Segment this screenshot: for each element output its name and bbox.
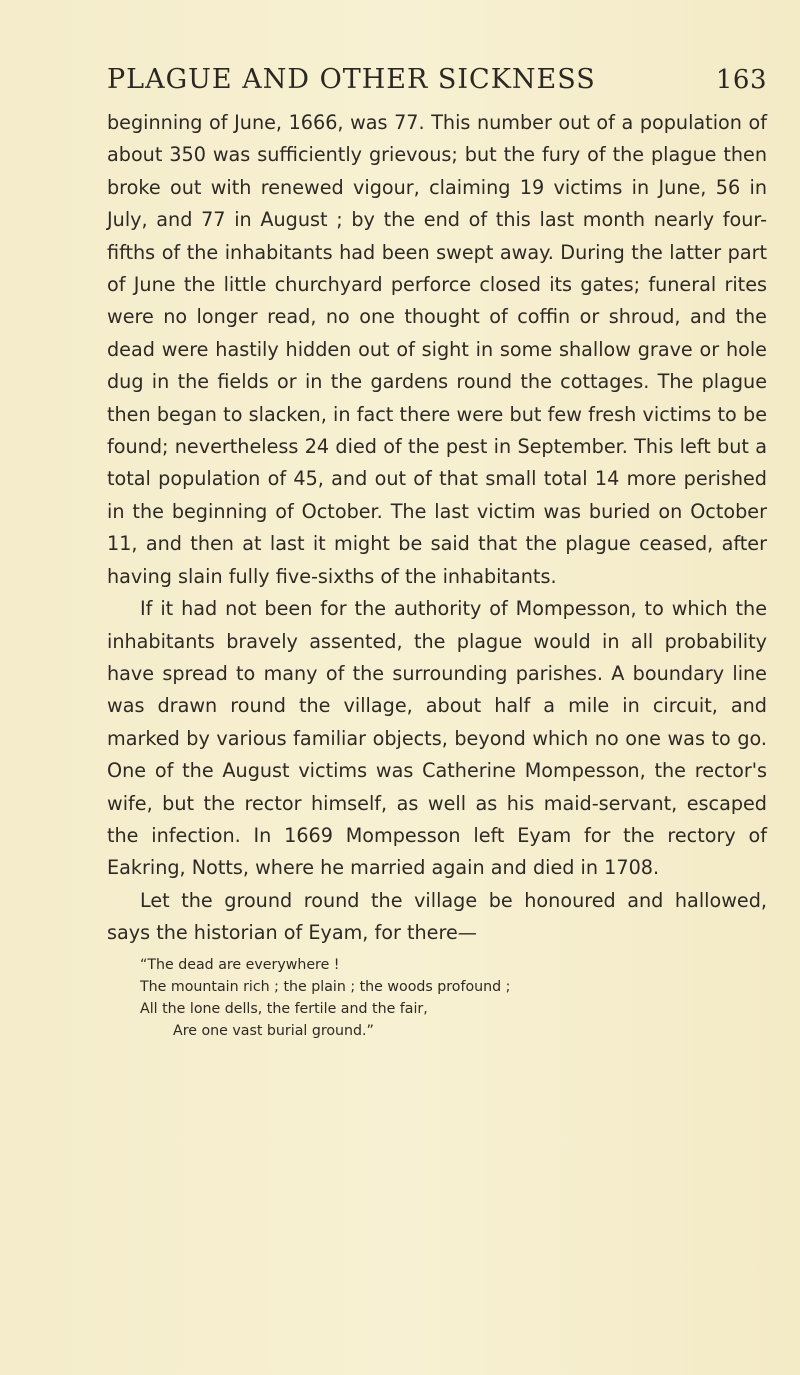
- book-page: [107, 55, 767, 1042]
- verse-line-3: All the lone dells, the fertile and the fair,: [140, 1000, 428, 1017]
- running-head: [107, 55, 767, 105]
- verse-quotation: [107, 954, 767, 1042]
- verse-line-4: Are one vast burial ground.”: [173, 1022, 374, 1039]
- verse-line-2: The mountain rich ; the plain ; the woods profound ;: [140, 978, 511, 995]
- page-number: 163: [715, 65, 767, 95]
- paragraph-3: Let the ground round the village be honoured and hallowed, says the historian of Eyam, for there—: [107, 888, 767, 945]
- paragraph-2: If it had not been for the authority of Mompesson, to which the inhabitants bravely assented, the plague would in all probability have spread to many of the surrounding parishes. A boundary line was drawn round the village, about half a mile in circuit, and marked by various familiar objects, beyond which no one was to go. One of the August victims was Catherine Mompesson, the rector's wife, but the rector himself, as well as his maid-servant, escaped the infection. In 1669 Mompesson left Eyam for the rectory of Eakring, Notts, where he married again and died in 1708.: [107, 597, 767, 880]
- body-text: [107, 107, 767, 950]
- verse-line-1: “The dead are everywhere !: [140, 956, 340, 973]
- chapter-title: PLAGUE AND OTHER SICKNESS: [107, 64, 596, 95]
- paragraph-1: beginning of June, 1666, was 77. This number out of a population of about 350 was sufficiently grievous; but the fury of the plague then broke out with renewed vigour, claiming 19 victims in June, 56 in July, and 77 in August ; by the end of this last month nearly four-fifths of the inhabitants had been swept away. During the latter part of June the little churchyard perforce closed its gates; funeral rites were no longer read, no one thought of coffin or shroud, and the dead were hastily hidden out of sight in some shallow grave or hole dug in the fields or in the gardens round the cottages. The plague then began to slacken, in fact there were but few fresh victims to be found; nevertheless 24 died of the pest in September. This left but a total population of 45, and out of that small total 14 more perished in the beginning of October. The last victim was buried on October 11, and then at last it might be said that the plague ceased, after having slain fully five-sixths of the inhabitants.: [107, 111, 767, 588]
